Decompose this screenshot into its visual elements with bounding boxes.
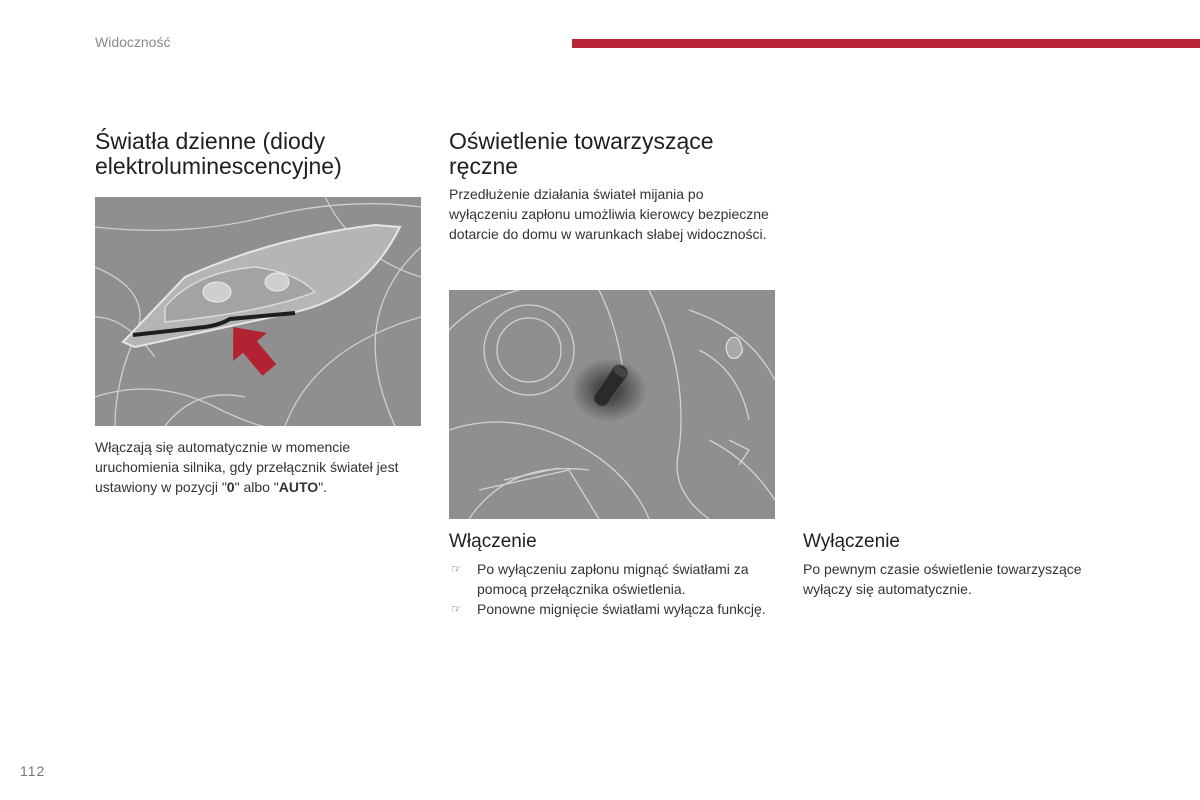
switch-on-title: Włączenie bbox=[449, 531, 537, 552]
steering-column-stalk-illustration-icon bbox=[449, 290, 775, 519]
pointing-hand-icon: ☞ bbox=[451, 602, 462, 616]
daytime-lights-description: Włączają się automatycznie w momencie uruchomienia silnika, gdy przełącznik świateł jest ustawiony w pozycji "0" albo "AUTO". bbox=[95, 439, 399, 495]
manual-guide-lighting-title: Oświetlenie towarzyszące ręczne bbox=[449, 128, 714, 179]
switch-off-title: Wyłączenie bbox=[803, 531, 900, 552]
section-label: Widoczność bbox=[95, 34, 171, 50]
list-item: ☞ Po wyłączeniu zapłonu mignąć światłami za pomocą przełącznika oświetlenia. bbox=[451, 561, 749, 597]
page-number: 112 bbox=[20, 763, 46, 779]
header-accent-bar bbox=[572, 39, 1200, 48]
daytime-lights-title: Światła dzienne (diody elektroluminescencyjne) bbox=[95, 128, 342, 179]
switch-on-list bbox=[449, 559, 779, 619]
manual-guide-lighting-intro: Przedłużenie działania świateł mijania po wyłączeniu zapłonu umożliwia kierowcy bezpieczne dotarcie do domu w warunkach słabej widoczności. bbox=[449, 186, 769, 242]
pointing-hand-icon: ☞ bbox=[451, 562, 462, 576]
switch-off-description: Po pewnym czasie oświetlenie towarzyszące wyłączy się automatycznie. bbox=[803, 561, 1082, 597]
position-auto-value: AUTO bbox=[278, 479, 319, 495]
position-zero-value: 0 bbox=[226, 479, 235, 495]
headlamp-illustration-icon bbox=[95, 197, 421, 426]
list-item: ☞ Ponowne mignięcie światłami wyłącza funkcję. bbox=[451, 601, 766, 617]
